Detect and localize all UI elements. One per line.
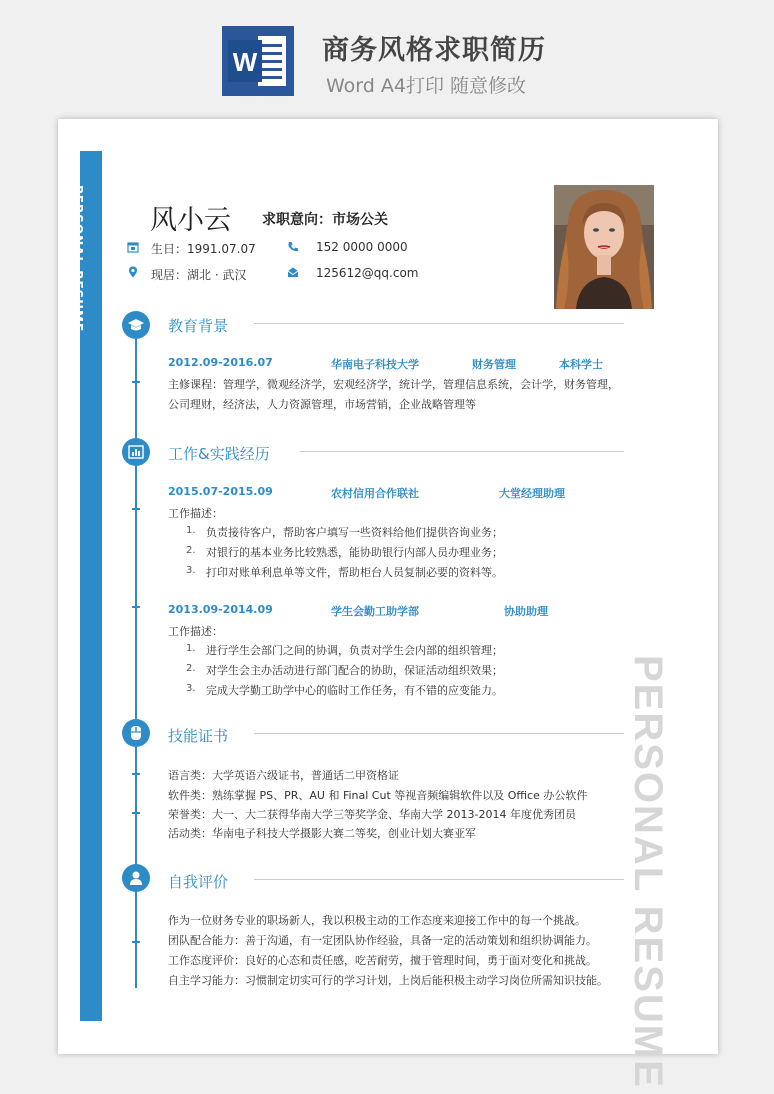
section-divider [254,323,624,324]
list-number: 2. [186,663,196,674]
list-number: 1. [186,643,196,654]
education-courses: 主修课程：管理学，微观经济学，宏观经济学，统计学，管理信息系统，会计学，财务管理， [168,378,619,391]
evaluation-line: 自主学习能力：习惯制定切实可行的学习计划，上岗后能积极主动学习岗位所需知识技能。 [168,974,608,987]
education-major: 财务管理 [472,358,516,371]
list-item: 完成大学勤工助学中心的临时工作任务，有不错的应变能力。 [206,684,503,697]
birth-date: 生日：1991.07.07 [151,242,256,256]
job-intent: 求职意向：市场公关 [262,212,388,228]
section-title-self-evaluation: 自我评价 [168,873,229,891]
skill-line: 荣誉类：大一、大二获得华南大学三等奖学金、华南大学 2013-2014 年度优秀团员 [168,808,576,821]
list-item: 对银行的基本业务比较熟悉，能协助银行内部人员办理业务； [206,546,503,559]
evaluation-line: 团队配合能力：善于沟通，有一定团队协作经验，具备一定的活动策划和组织协调能力。 [168,934,597,947]
skill-line: 语言类：大学英语六级证书，普通话二甲资格证 [168,769,399,782]
skill-line: 软件类：熟练掌握 PS、PR、AU 和 Final Cut 等视音频编辑软件以及 Office 办公软件 [168,789,588,802]
skills-icon [122,719,150,747]
job-organization: 学生会勤工助学部 [331,605,419,618]
job-desc-label: 工作描述： [168,625,223,638]
page-title: 商务风格求职简历 [322,35,546,66]
skill-line: 活动类：华南电子科技大学摄影大赛二等奖，创业计划大赛亚军 [168,827,476,840]
list-number: 2. [186,545,196,556]
list-item: 负责接待客户，帮助客户填写一些资料给他们提供咨询业务； [206,526,503,539]
timeline-tick [132,812,140,814]
phone-icon [287,241,299,253]
education-icon [122,311,150,339]
education-school: 华南电子科技大学 [331,358,419,371]
list-item: 打印对账单利息单等文件，帮助柜台人员复制必要的资料等。 [206,566,503,579]
evaluation-line: 作为一位财务专业的职场新人，我以积极主动的工作态度来迎接工作中的每一个挑战。 [168,914,586,927]
job-desc-label: 工作描述： [168,507,223,520]
timeline-tick [132,606,140,608]
sidebar-label: PERSONAL RESUME [71,185,85,333]
list-number: 1. [186,525,196,536]
job-organization: 农村信用合作联社 [331,487,419,500]
logo-letter: W [232,47,258,77]
mail-icon [287,266,299,278]
work-icon [122,438,150,466]
timeline-tick [132,941,140,943]
location-pin-icon [127,266,139,278]
section-divider [254,733,624,734]
watermark-text: PERSONAL RESUME [626,655,670,1089]
education-courses: 公司理财，经济法，人力资源管理，市场营销，企业战略管理等 [168,398,476,411]
education-degree: 本科学士 [559,358,603,371]
profile-photo [554,185,654,309]
list-number: 3. [186,565,196,576]
list-item: 进行学生会部门之间的协调，负责对学生会内部的组织管理； [206,644,503,657]
job-period: 2015.07-2015.09 [168,485,273,498]
calendar-icon [127,241,139,253]
email-address: 125612@qq.com [316,266,419,280]
section-divider [300,451,624,452]
page-subtitle: Word A4打印 随意修改 [326,75,527,97]
section-title-education: 教育背景 [168,317,229,335]
evaluation-line: 工作态度评价：良好的心态和责任感，吃苦耐劳，擅于管理时间，勇于面对变化和挑战。 [168,954,597,967]
job-role: 大堂经理助理 [499,487,565,500]
current-location: 现居：湖北 · 武汉 [151,268,247,282]
timeline-tick [132,508,140,510]
list-number: 3. [186,683,196,694]
education-period: 2012.09-2016.07 [168,356,273,369]
job-role: 协助助理 [504,605,548,618]
section-divider [254,879,624,880]
self-evaluation-icon [122,864,150,892]
timeline-tick [132,773,140,775]
phone-number: 152 0000 0000 [316,240,408,254]
section-title-work: 工作&实践经历 [168,445,270,463]
word-logo-icon [222,26,294,96]
timeline-tick [132,381,140,383]
section-title-skills: 技能证书 [168,727,229,745]
candidate-name: 风小云 [150,205,231,236]
job-period: 2013.09-2014.09 [168,603,273,616]
list-item: 对学生会主办活动进行部门配合的协助，保证活动组织效果； [206,664,503,677]
